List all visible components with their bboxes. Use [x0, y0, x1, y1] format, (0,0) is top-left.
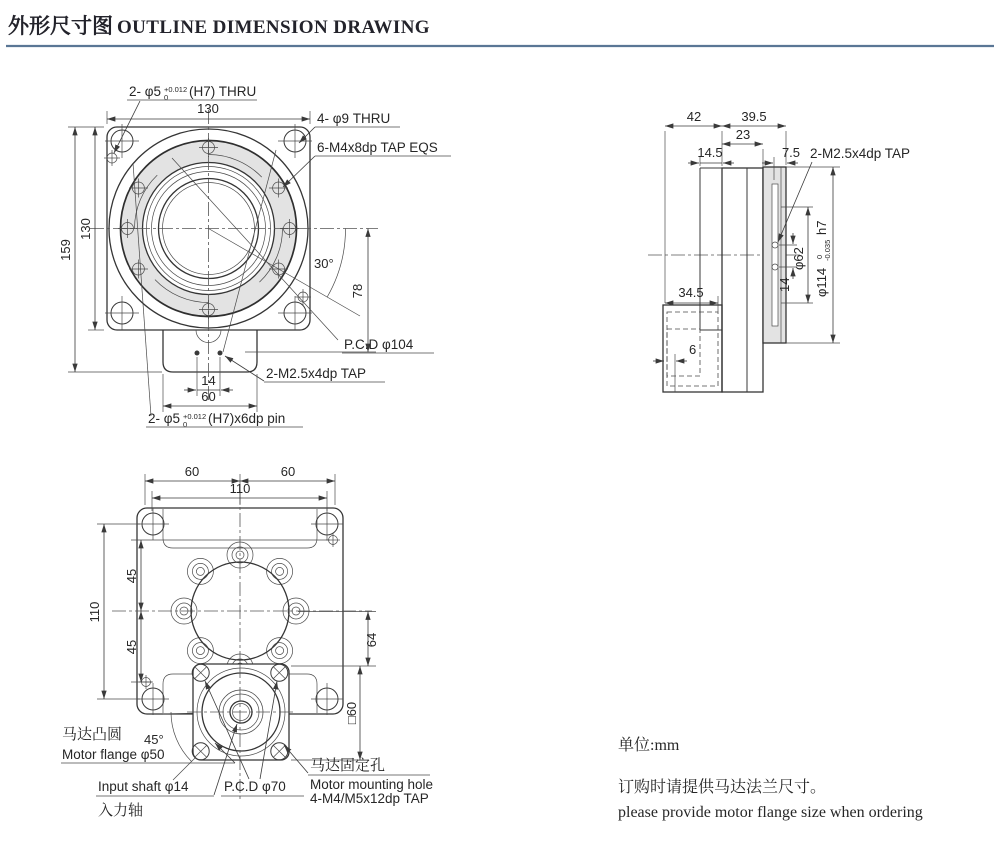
- dim-6: 6: [689, 342, 697, 357]
- dim-45-lower: 45: [124, 639, 139, 655]
- dim-sq60: □60: [344, 701, 359, 725]
- corner-hole: [137, 508, 169, 540]
- label-pin-6dp-sub: 0: [183, 420, 188, 429]
- dim-30deg: 30°: [314, 256, 334, 271]
- dim-14: 14: [201, 373, 216, 388]
- label-motor-flange-en: Motor flange φ50: [62, 747, 165, 762]
- label-pcd-104: P.C.D φ104: [344, 337, 414, 352]
- label-pin-thru-sub: 0: [164, 93, 169, 102]
- dim-60-left: 60: [184, 464, 200, 479]
- dim-phi114: φ114: [814, 267, 829, 297]
- screw-boss: [267, 638, 293, 664]
- label-2-m25-tap: 2-M2.5x4dp TAP: [266, 366, 367, 381]
- label-mount-en2: 4-M4/M5x12dp TAP: [310, 791, 429, 806]
- dim-45deg: 45°: [144, 732, 164, 747]
- side-body: [722, 168, 763, 392]
- page-title-en: OUTLINE DIMENSION DRAWING: [117, 17, 430, 38]
- corner-hole: [278, 296, 312, 330]
- dim-130-top: 130: [197, 101, 219, 116]
- dim-7-5: 7.5: [781, 145, 801, 160]
- front-m25-tap-left: [195, 351, 200, 356]
- dim-23: 23: [735, 127, 751, 142]
- dim-42: 42: [686, 109, 702, 124]
- dim-110-left: 110: [87, 601, 102, 623]
- label-6-m4-tap: 6-M4x8dp TAP EQS: [317, 140, 438, 155]
- corner-hole: [311, 683, 343, 715]
- corner-hole: [105, 296, 139, 330]
- label-pcd-70: P.C.D φ70: [224, 779, 286, 794]
- label-pin-thru-sup: +0.012: [164, 85, 188, 94]
- dim-14-side: 14: [777, 277, 792, 292]
- dim-14-5: 14.5: [697, 145, 723, 160]
- label-pin-6dp-sup: +0.012: [183, 412, 207, 421]
- label-mount-en1: Motor mounting hole: [310, 777, 434, 792]
- label-pin-6dp-b: (H7)x6dp pin: [208, 411, 286, 426]
- notes: [618, 736, 923, 821]
- side-view: [648, 109, 910, 392]
- dim-159-left: 159: [58, 239, 73, 261]
- front-m25-tap-right: [218, 351, 223, 356]
- dim-64: 64: [364, 632, 379, 648]
- screw-boss: [187, 558, 213, 584]
- dim-phi114-group: [814, 221, 832, 297]
- header: [6, 14, 994, 46]
- unit-note: 单位:mm: [618, 737, 680, 754]
- dim-phi62: φ62: [791, 247, 806, 270]
- label-pin-6dp: 2- φ5: [148, 411, 181, 426]
- order-note-en: please provide motor flange size when ordering: [618, 804, 923, 821]
- front-view: [58, 84, 451, 429]
- dim-phi114-h7: h7: [814, 220, 829, 235]
- order-note-zh: 订购时请提供马达法兰尺寸。: [618, 779, 827, 796]
- page-title-zh: 外形尺寸图: [8, 14, 113, 38]
- front-bottom-tab: [163, 330, 257, 372]
- dim-39-5: 39.5: [741, 109, 767, 124]
- dim-110-top: 110: [229, 481, 251, 496]
- screw-boss: [187, 638, 213, 664]
- dim-60: 60: [201, 389, 216, 404]
- label-motor-flange-zh: 马达凸圆: [62, 726, 123, 743]
- screw-boss: [267, 558, 293, 584]
- label-mount-zh: 马达固定孔: [310, 757, 386, 774]
- corner-hole: [311, 508, 343, 540]
- dim-60-right: 60: [280, 464, 296, 479]
- label-pin-thru: 2- φ5: [129, 84, 162, 99]
- side-flange-slot: [772, 184, 778, 326]
- dim-phi114-sub: -0.035: [823, 239, 832, 261]
- bottom-view: [61, 464, 433, 819]
- dim-phi114-sup: 0: [815, 254, 824, 259]
- label-input-shaft-en: Input shaft φ14: [98, 779, 189, 794]
- corner-hole: [137, 683, 169, 715]
- dim-130-left: 130: [78, 218, 93, 240]
- dim-78: 78: [350, 283, 365, 299]
- dim-34-5: 34.5: [678, 285, 704, 300]
- label-input-shaft-zh: 入力轴: [98, 802, 144, 819]
- dim-45-upper: 45: [124, 568, 139, 584]
- label-4-phi9-thru: 4- φ9 THRU: [317, 111, 391, 126]
- label-pin-thru-b: (H7) THRU: [189, 84, 257, 99]
- tap-construction-line: [223, 150, 276, 352]
- label-side-2-m25-tap: 2-M2.5x4dp TAP: [810, 146, 911, 161]
